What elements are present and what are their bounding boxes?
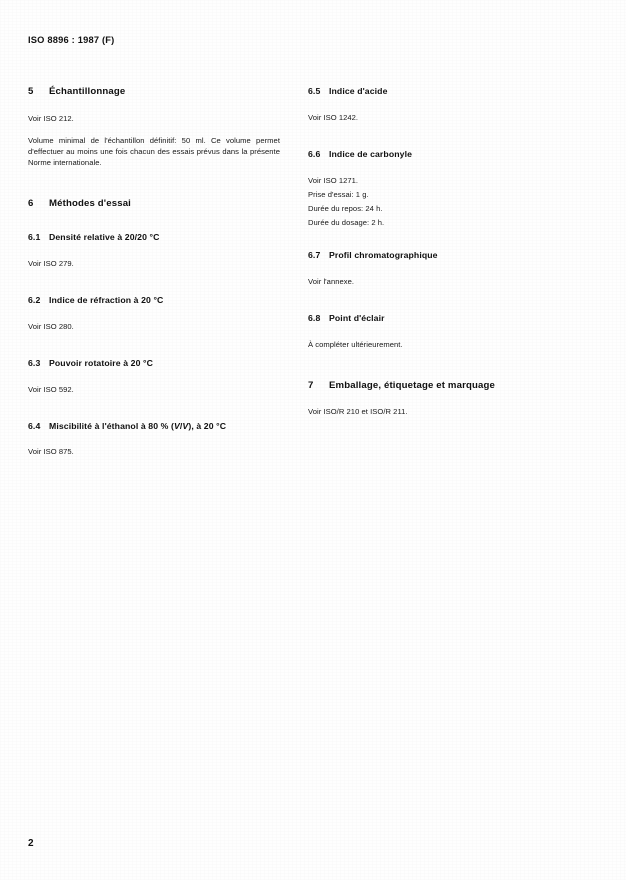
heading-section-7 — [308, 380, 566, 392]
heading-subsection-6-2-number: 6.2 — [28, 294, 41, 305]
heading-subsection-6-4-text-1: Miscibilité à l'éthanol à 80 % ( — [49, 420, 174, 431]
page-number: 2 — [28, 838, 34, 849]
heading-subsection-6-5-label: Indice d'acide — [329, 86, 388, 96]
heading-subsection-6-4-text-3: ), à 20 °C — [188, 420, 227, 431]
heading-subsection-6-8-number: 6.8 — [308, 312, 321, 323]
subsection-6-1-reference: Voir ISO 279. — [28, 258, 74, 268]
subsection-6-6-test-portion: Prise d'essai: 1 g. — [308, 189, 369, 199]
heading-subsection-6-3-number: 6.3 — [28, 357, 41, 368]
heading-subsection-6-5-number: 6.5 — [308, 86, 321, 96]
heading-subsection-6-8-label: Point d'éclair — [329, 312, 385, 323]
document-header: ISO 8896 : 1987 (F) — [28, 35, 115, 45]
heading-subsection-6-1-number: 6.1 — [28, 231, 41, 242]
left-column — [28, 86, 280, 457]
heading-section-5-label: Échantillonnage — [49, 86, 126, 97]
right-column — [308, 86, 566, 417]
subsection-6-3-reference: Voir ISO 592. — [28, 384, 74, 394]
subsection-6-2-reference: Voir ISO 280. — [28, 321, 74, 331]
heading-section-6-label: Méthodes d'essai — [49, 197, 131, 209]
section-7-reference: Voir ISO/R 210 et ISO/R 211. — [308, 407, 408, 417]
heading-subsection-6-5 — [308, 86, 566, 97]
heading-subsection-6-3 — [28, 358, 280, 369]
heading-subsection-6-7-label: Profil chromatographique — [329, 249, 438, 260]
subsection-6-7-reference: Voir l'annexe. — [308, 276, 355, 286]
heading-section-5-number: 5 — [28, 86, 34, 97]
heading-subsection-6-4-number: 6.4 — [28, 420, 41, 431]
section-5-body: Volume minimal de l'échantillon définitif: 50 ml. Ce volume permet d'effectuer au moins une fois chacun des essais prévus dans la présente Norme internationale. — [28, 135, 280, 167]
heading-section-6-number: 6 — [28, 197, 34, 209]
heading-subsection-6-8 — [308, 313, 566, 324]
heading-subsection-6-6 — [308, 149, 566, 160]
heading-subsection-6-7 — [308, 250, 566, 261]
heading-subsection-6-1 — [28, 232, 280, 243]
heading-subsection-6-4-volume-symbol-2: V — [182, 420, 189, 431]
heading-section-7-number: 7 — [308, 379, 314, 391]
subsection-6-6-reference: Voir ISO 1271. — [308, 175, 359, 185]
heading-subsection-6-7-number: 6.7 — [308, 249, 321, 260]
subsection-6-4-reference: Voir ISO 875. — [28, 447, 74, 457]
subsection-6-5-reference: Voir ISO 1242. — [308, 112, 359, 122]
heading-subsection-6-6-label: Indice de carbonyle — [329, 148, 413, 159]
subsection-6-6-rest-duration: Durée du repos: 24 h. — [308, 203, 383, 213]
heading-subsection-6-3-label: Pouvoir rotatoire à 20 °C — [49, 357, 153, 368]
heading-subsection-6-4-volume-symbol-1: V — [174, 420, 180, 431]
heading-section-5 — [28, 86, 280, 98]
subsection-6-8-reference: À compléter ultérieurement. — [308, 339, 403, 349]
heading-subsection-6-2-label: Indice de réfraction à 20 °C — [49, 294, 164, 305]
heading-subsection-6-2 — [28, 295, 280, 306]
subsection-6-6-assay-duration: Durée du dosage: 2 h. — [308, 217, 385, 227]
heading-subsection-6-1-label: Densité relative à 20/20 °C — [49, 231, 160, 242]
heading-subsection-6-4 — [28, 421, 280, 432]
heading-section-7-label: Emballage, étiquetage et marquage — [329, 379, 495, 391]
heading-section-6 — [28, 198, 280, 210]
heading-subsection-6-4-text-2: / — [179, 420, 183, 431]
heading-subsection-6-4-label — [49, 421, 226, 432]
section-5-reference: Voir ISO 212. — [28, 113, 74, 123]
heading-subsection-6-6-number: 6.6 — [308, 148, 321, 159]
